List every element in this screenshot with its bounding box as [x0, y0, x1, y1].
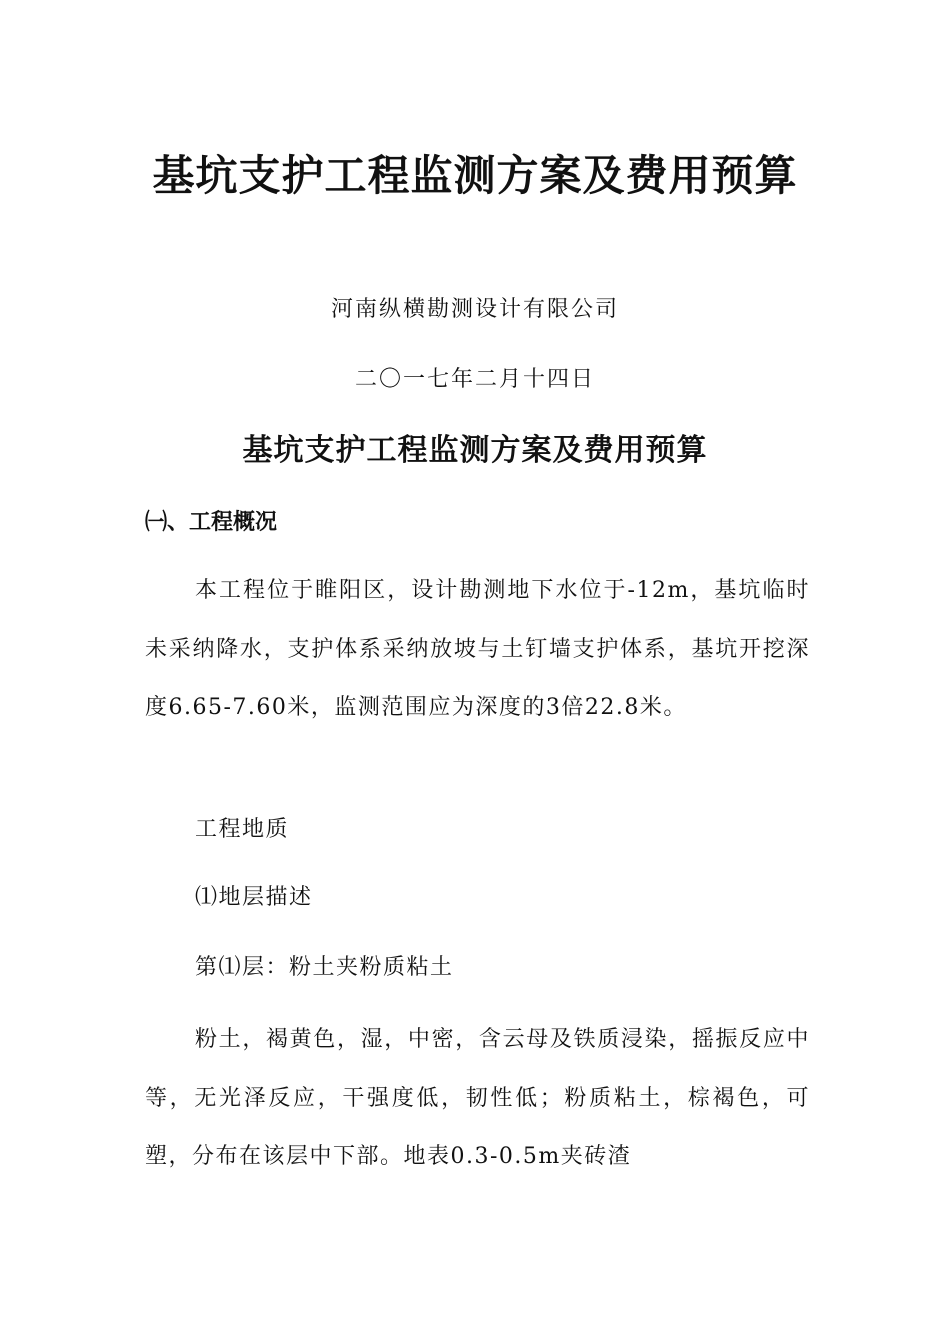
geology-label: 工程地质 — [195, 817, 290, 842]
paragraph-layer-description: 粉土，褐黄色，湿，中密，含云母及铁质浸染，摇振反应中等，无光泽反应，干强度低，韧性低；粉质粘土，棕褐色，可塑，分布在该层中下部。地表0.3-0.5m夹砖渣 — [145, 1027, 810, 1169]
section-heading: ㈠、工程概况 — [145, 509, 278, 535]
paragraph-project-overview: 本工程位于睢阳区，设计勘测地下水位于-12m，基坑临时未采纳降水，支护体系采纳放坡与土钉墙支护体系，基坑开挖深度6.65-7.60米，监测范围应为深度的3倍22.8米。 — [145, 578, 810, 720]
company-name: 河南纵横勘测设计有限公司 — [330, 297, 619, 322]
document-date: 二〇一七年二月十四日 — [354, 367, 595, 392]
main-title: 基坑支护工程监测方案及费用预算 — [152, 151, 798, 200]
layer-1-label: 第⑴层：粉土夹粉质粘土 — [195, 955, 454, 980]
sub-title: 基坑支护工程监测方案及费用预算 — [242, 433, 708, 468]
strata-label: ⑴地层描述 — [195, 885, 313, 910]
